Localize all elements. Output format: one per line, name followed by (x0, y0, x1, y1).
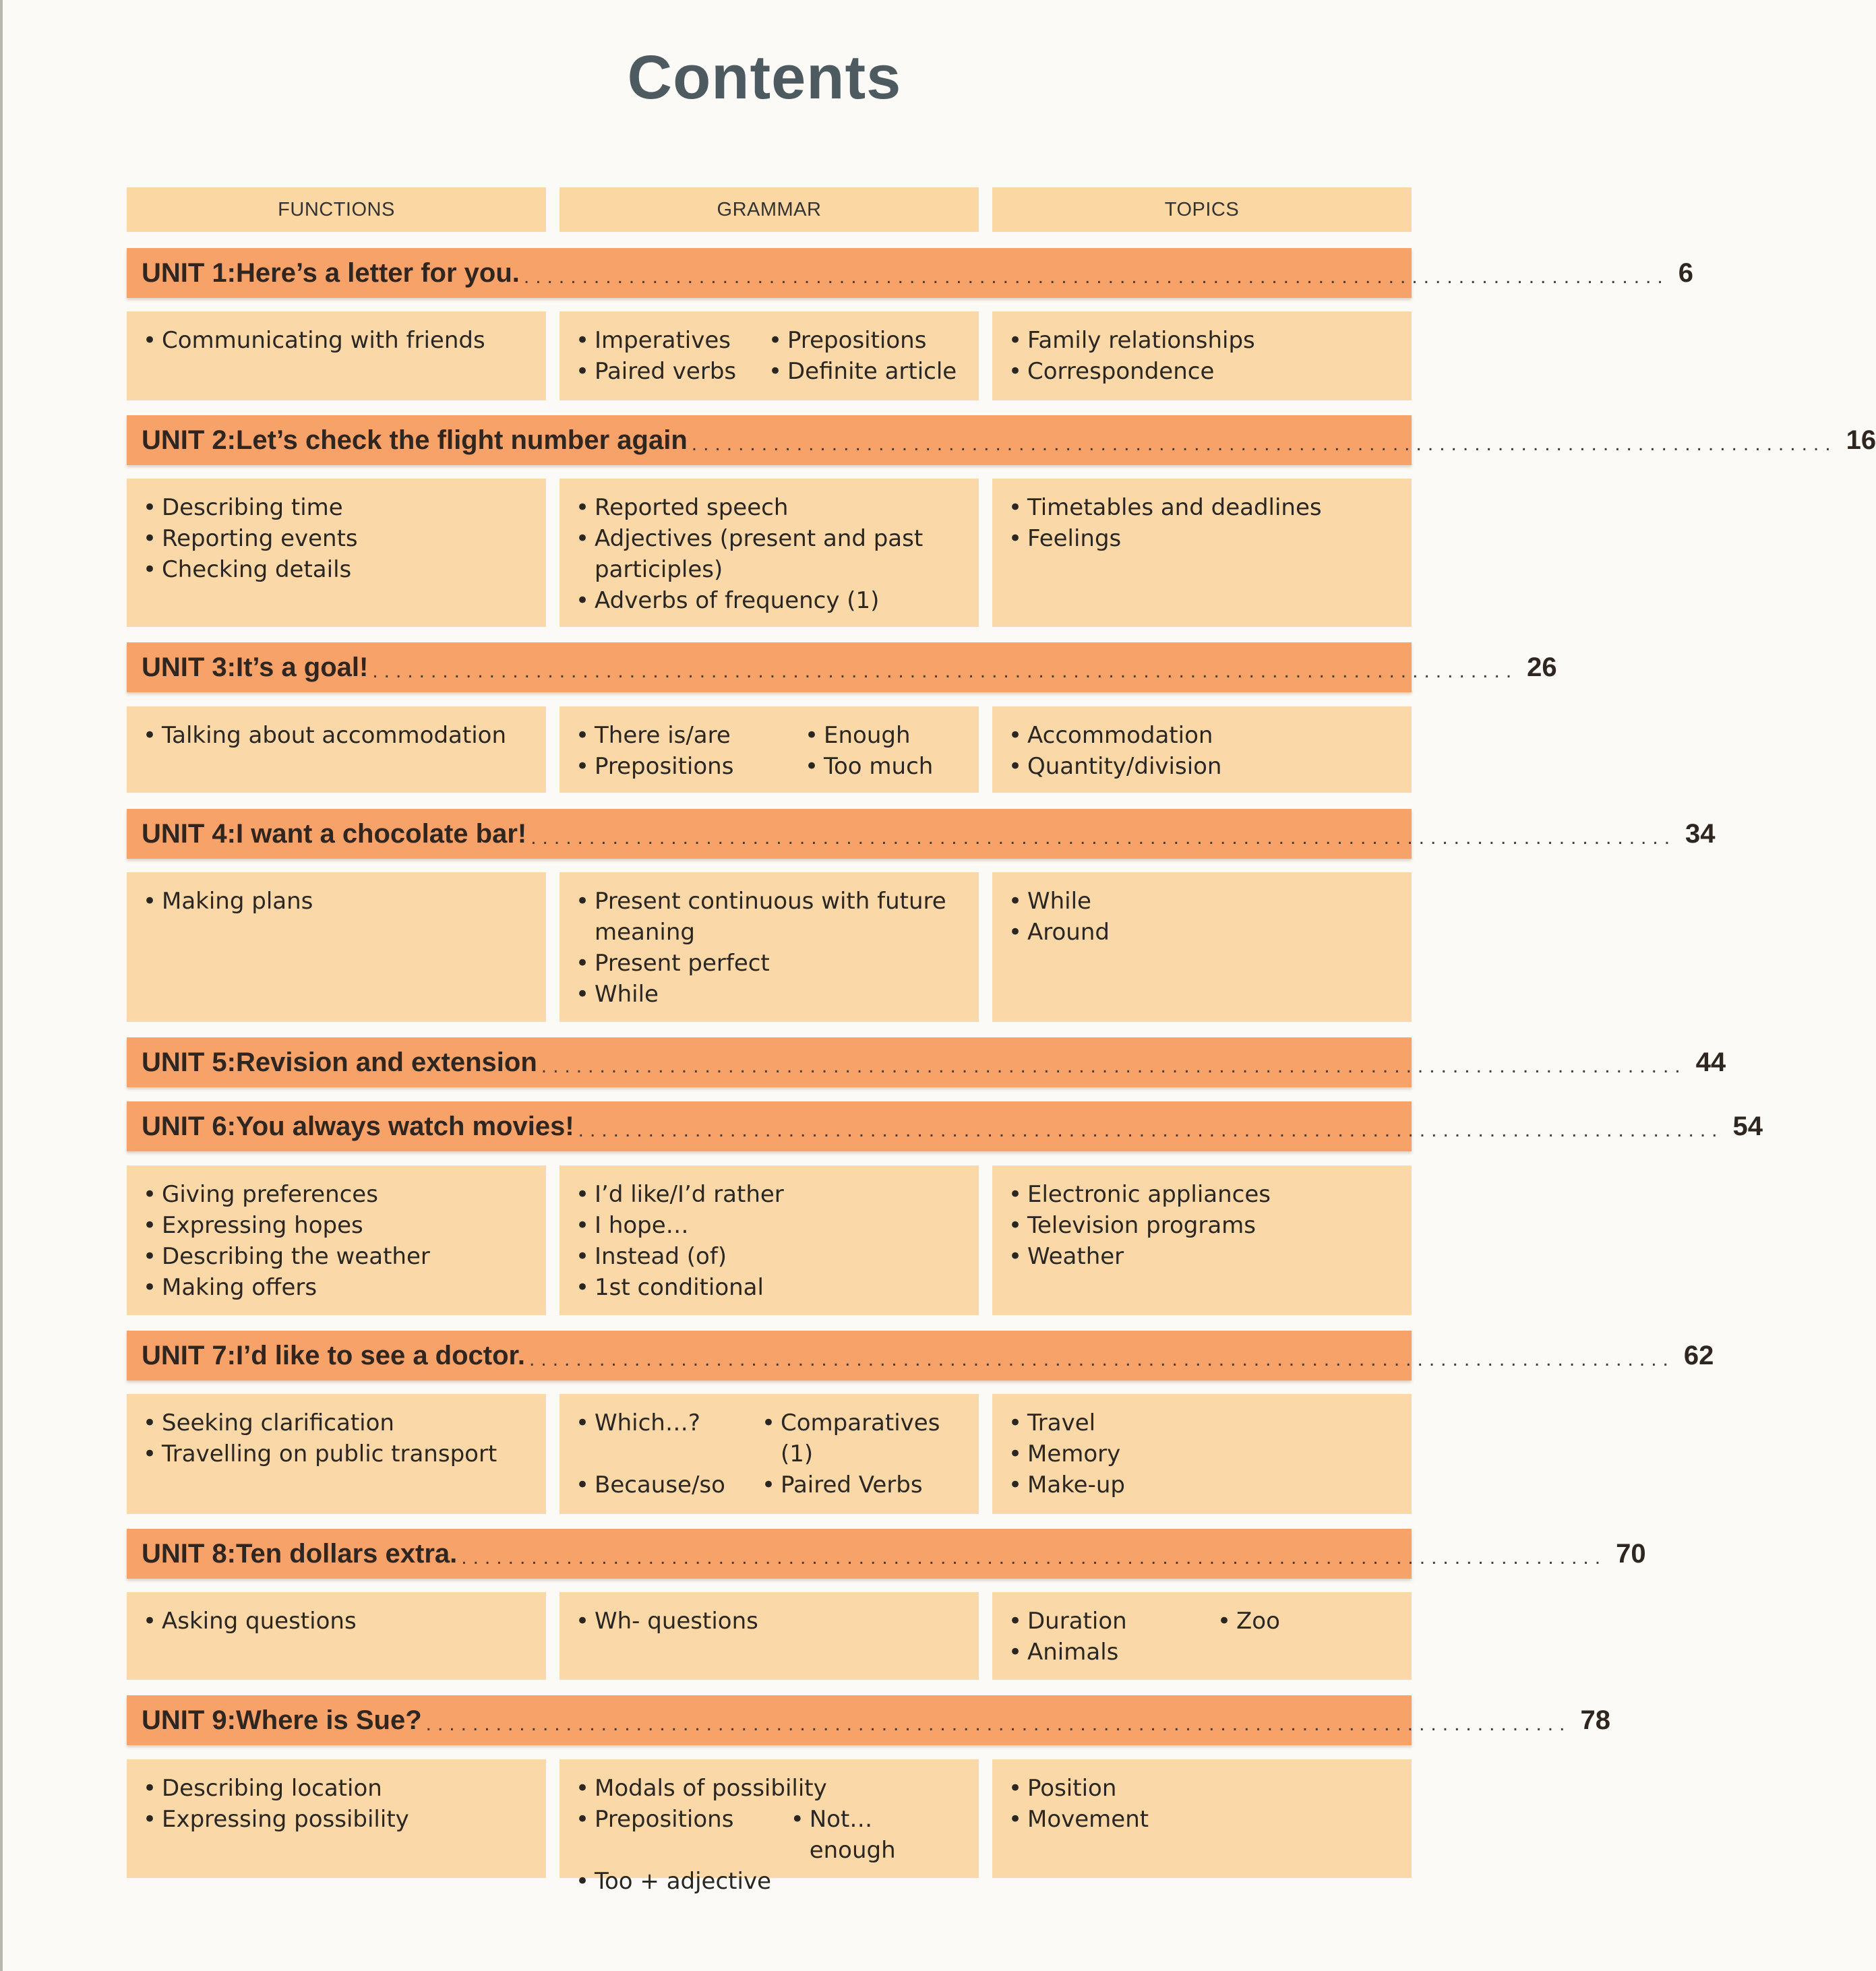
list-item: • Communicating with friends (142, 325, 533, 356)
unit-page-number: 54 (1732, 1111, 1763, 1141)
unit-3-grammar (559, 706, 979, 793)
list-item: • Timetables and deadlines (1007, 492, 1398, 523)
list-item: • Making plans (142, 886, 533, 917)
unit-heading-4[interactable] (127, 809, 1716, 859)
list-item: • Expressing possibility (142, 1804, 533, 1835)
unit-heading-5[interactable] (127, 1037, 1726, 1087)
unit-8-functions (127, 1592, 546, 1680)
unit-label: UNIT 6: (142, 1111, 236, 1141)
unit-label: UNIT 2: (142, 425, 236, 455)
dot-leader: .................................................................................................. (541, 1055, 1687, 1077)
unit-7-functions (127, 1394, 546, 1514)
unit-title: Let’s check the flight number again (236, 425, 688, 455)
list-item: • Present perfect (574, 948, 965, 979)
list-item: • Modals of possibility (574, 1773, 965, 1804)
unit-label: UNIT 4: (142, 818, 236, 849)
list-item: • Paired verbs (574, 356, 767, 387)
list-item: • Definite article (767, 356, 965, 387)
list-item: • Checking details (142, 554, 533, 585)
list-item: • Memory (1007, 1438, 1398, 1469)
list-item-pair (574, 1804, 965, 1866)
unit-page-number: 44 (1695, 1047, 1726, 1077)
column-header-grammar: GRAMMAR (559, 187, 979, 232)
unit-label: UNIT 5: (142, 1047, 236, 1077)
dot-leader: .................................................................................................. (461, 1546, 1607, 1569)
unit-heading-1[interactable] (127, 248, 1693, 298)
dot-leader: .................................................................................................. (372, 660, 1518, 682)
unit-heading-7[interactable] (127, 1331, 1714, 1381)
page-title: Contents (627, 43, 902, 112)
unit-4-functions (127, 872, 546, 1022)
unit-9-topics (992, 1759, 1412, 1878)
list-item: • Feelings (1007, 523, 1398, 554)
unit-heading-3[interactable] (127, 642, 1557, 692)
unit-title: It’s a goal! (236, 652, 369, 682)
unit-2-functions (127, 479, 546, 627)
list-item: • Describing location (142, 1773, 533, 1804)
unit-3-functions (127, 706, 546, 793)
list-item: • Animals (1007, 1637, 1216, 1668)
list-item: • Paired Verbs (760, 1469, 965, 1500)
unit-label: UNIT 3: (142, 652, 236, 682)
list-item: • Correspondence (1007, 356, 1398, 387)
list-item: • Because/so (574, 1469, 760, 1500)
dot-leader: .................................................................................................. (691, 433, 1837, 455)
unit-page-number: 70 (1616, 1538, 1646, 1569)
unit-1-functions (127, 311, 546, 400)
unit-label: UNIT 8: (142, 1538, 236, 1569)
list-item: • Which…? (574, 1407, 760, 1469)
unit-page-number: 16 (1846, 425, 1876, 455)
column-header-topics: TOPICS (992, 187, 1412, 232)
list-item: • Movement (1007, 1804, 1398, 1835)
list-item (574, 886, 965, 948)
list-item: • Prepositions (574, 751, 804, 782)
list-item: • Around (1007, 917, 1398, 948)
list-item: • Travel (1007, 1407, 1398, 1438)
unit-title: You always watch movies! (236, 1111, 574, 1141)
unit-7-topics (992, 1394, 1412, 1514)
unit-2-topics (992, 479, 1412, 627)
unit-heading-6[interactable] (127, 1101, 1763, 1151)
unit-6-topics (992, 1165, 1412, 1315)
list-item: • Reported speech (574, 492, 965, 523)
list-item-line: participles) (595, 556, 723, 583)
list-item: • Television programs (1007, 1210, 1398, 1241)
unit-8-topics (992, 1592, 1412, 1680)
list-item: • There is/are (574, 720, 804, 751)
list-item: • 1st conditional (574, 1272, 965, 1303)
list-item: • While (574, 979, 965, 1010)
list-item-line: Present continuous with future (595, 888, 946, 915)
list-item: • Too + adjective (574, 1866, 965, 1897)
column-header-functions: FUNCTIONS (127, 187, 546, 232)
unit-9-functions (127, 1759, 546, 1878)
unit-title: I’d like to see a doctor. (236, 1340, 526, 1370)
unit-page-number: 26 (1527, 652, 1557, 682)
unit-page-number: 34 (1685, 818, 1716, 849)
unit-8-grammar (559, 1592, 979, 1680)
unit-title: Revision and extension (236, 1047, 537, 1077)
list-item: • Comparatives (1) (760, 1407, 965, 1469)
list-item: • Describing time (142, 492, 533, 523)
list-item: • Reporting events (142, 523, 533, 554)
unit-9-grammar (559, 1759, 979, 1895)
unit-7-grammar (559, 1394, 979, 1514)
list-item: • I hope… (574, 1210, 965, 1241)
dot-leader: .................................................................................................. (523, 266, 1669, 288)
list-item: • Seeking clarification (142, 1407, 533, 1438)
unit-2-grammar (559, 479, 979, 627)
list-item: • While (1007, 886, 1398, 917)
list-item: • Imperatives (574, 325, 767, 356)
list-item: • Not… enough (789, 1804, 965, 1866)
list-item: • Talking about accommodation (142, 720, 533, 751)
list-item: • Making offers (142, 1272, 533, 1303)
list-item: • Make-up (1007, 1469, 1398, 1500)
unit-title: I want a chocolate bar! (236, 818, 527, 849)
list-item: • Asking questions (142, 1606, 533, 1637)
list-item: • Expressing hopes (142, 1210, 533, 1241)
unit-6-grammar (559, 1165, 979, 1315)
list-item: • Family relationships (1007, 325, 1398, 356)
list-item: • Weather (1007, 1241, 1398, 1272)
dot-leader: .................................................................................................. (425, 1713, 1571, 1735)
list-item: • Enough (804, 720, 965, 751)
list-item: • Adverbs of frequency (1) (574, 585, 965, 616)
dot-leader: .................................................................................................. (531, 826, 1676, 849)
dot-leader: .................................................................................................. (578, 1119, 1724, 1141)
unit-label: UNIT 7: (142, 1340, 236, 1370)
list-item: • Describing the weather (142, 1241, 533, 1272)
list-item: • Prepositions (574, 1804, 789, 1866)
list-item: • Quantity/division (1007, 751, 1398, 782)
unit-page-number: 62 (1683, 1340, 1714, 1370)
dot-leader: .................................................................................................. (529, 1348, 1674, 1370)
unit-label: UNIT 9: (142, 1705, 236, 1735)
list-item: • Accommodation (1007, 720, 1398, 751)
list-item: • Zoo (1216, 1606, 1398, 1637)
list-item: • I’d like/I’d rather (574, 1179, 965, 1210)
unit-1-grammar (559, 311, 979, 400)
unit-4-grammar (559, 872, 979, 1022)
list-item: • Electronic appliances (1007, 1179, 1398, 1210)
list-item: • Duration (1007, 1606, 1216, 1637)
list-item: • Travelling on public transport (142, 1438, 533, 1469)
unit-3-topics (992, 706, 1412, 793)
list-item: • Instead (of) (574, 1241, 965, 1272)
unit-page-number: 78 (1580, 1705, 1610, 1735)
unit-title: Where is Sue? (236, 1705, 422, 1735)
list-item: • Giving preferences (142, 1179, 533, 1210)
unit-4-topics (992, 872, 1412, 1022)
unit-heading-9[interactable] (127, 1695, 1610, 1745)
unit-title: Ten dollars extra. (236, 1538, 458, 1569)
unit-6-functions (127, 1165, 546, 1315)
unit-heading-2[interactable] (127, 415, 1876, 465)
list-item (574, 523, 965, 585)
list-item: • Wh- questions (574, 1606, 965, 1637)
list-item-line: Adjectives (present and past (595, 525, 924, 552)
unit-title: Here’s a letter for you. (236, 257, 520, 288)
list-item: • Too much (804, 751, 965, 782)
unit-1-topics (992, 311, 1412, 400)
list-item: • Prepositions (767, 325, 965, 356)
list-item: • Position (1007, 1773, 1398, 1804)
list-item-line: meaning (595, 919, 695, 946)
unit-heading-8[interactable] (127, 1529, 1646, 1579)
unit-page-number: 6 (1678, 257, 1693, 288)
page-edge (0, 0, 3, 1971)
unit-label: UNIT 1: (142, 257, 236, 288)
